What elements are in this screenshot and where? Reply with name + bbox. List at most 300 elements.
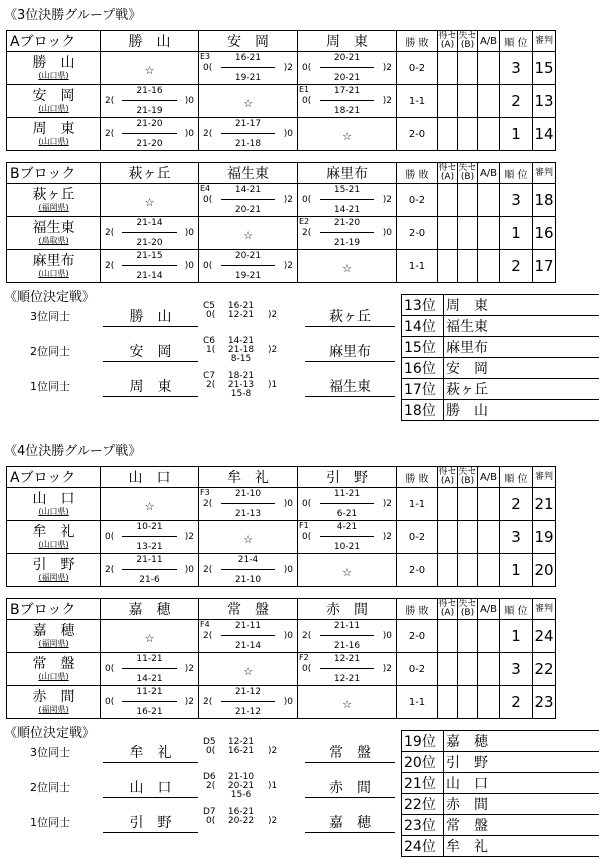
win-loss: 0-2 [397, 653, 438, 686]
final-team: 山 口 [444, 773, 599, 794]
referee-number: 20 [533, 554, 556, 587]
sets-lost [458, 184, 478, 217]
sets-left: 2( [105, 565, 115, 575]
final-ranking-row [402, 773, 599, 794]
column-team-name: 赤 間 [298, 599, 397, 620]
match-cell [199, 118, 298, 151]
placement-title: 《順位決定戦》 [4, 290, 96, 305]
team-prefecture: (山口県) [38, 507, 69, 516]
game-score-2: 21-16 [333, 641, 361, 651]
placement-game-score: 16-21 [227, 746, 255, 756]
header-rank: 順 位 [500, 467, 533, 488]
sets-won [438, 488, 458, 521]
final-team: 赤 間 [444, 794, 599, 815]
game-score-1: 21-12 [234, 687, 262, 697]
game-score-1: 21-15 [136, 251, 163, 261]
sets-right: )0 [184, 228, 194, 238]
match-cell [199, 686, 298, 719]
win-loss: 2-0 [397, 554, 438, 587]
sets-won [438, 85, 458, 118]
team-row [7, 521, 556, 554]
rank: 2 [500, 488, 533, 521]
placement-game-score: 18-21 [227, 371, 255, 381]
rank: 3 [500, 52, 533, 85]
rank: 1 [500, 217, 533, 250]
score-divider [221, 133, 276, 134]
team-prefecture: (福岡県) [38, 705, 69, 714]
final-ranking-row [402, 731, 599, 752]
final-ranking-row [402, 400, 599, 421]
placement-sets-left: 2( [206, 781, 216, 791]
sets-lost [458, 488, 478, 521]
final-position: 24位 [402, 836, 444, 857]
match-score [199, 554, 297, 586]
header-win-loss: 勝 敗 [397, 163, 438, 184]
match-score [199, 250, 297, 282]
team-row [7, 250, 556, 283]
final-position: 14位 [402, 316, 444, 337]
match-score [101, 653, 198, 685]
placement-left-team: 山 口 [103, 777, 198, 798]
win-loss: 1-1 [397, 488, 438, 521]
match-score [298, 620, 396, 652]
final-position: 15位 [402, 337, 444, 358]
match-cell [101, 521, 199, 554]
placement-games [218, 372, 264, 399]
sets-lost [458, 653, 478, 686]
referee-number: 19 [533, 521, 556, 554]
placement-right-team: 赤 間 [305, 777, 395, 798]
team-name: 勝 山 [32, 55, 75, 71]
match-cell [298, 118, 397, 151]
match-cell [199, 554, 298, 587]
sets-right: )0 [184, 565, 194, 575]
match-score [298, 488, 396, 520]
placement-right-team: 萩ヶ丘 [305, 306, 395, 327]
match-code: F2 [299, 653, 309, 662]
match-score [101, 85, 198, 117]
match-cell [101, 184, 199, 217]
match-cell [101, 620, 199, 653]
game-score-1: 15-21 [333, 185, 361, 195]
sets-right: )0 [382, 228, 392, 238]
header-sets-won: 得セ (A) [438, 163, 457, 182]
header-referee: 審判 [533, 163, 556, 184]
score-divider [221, 701, 276, 702]
team-cell [7, 686, 101, 719]
team-cell [7, 488, 101, 521]
match-score [199, 488, 297, 520]
sets-right: )2 [283, 63, 293, 73]
placement-games [218, 773, 264, 800]
ratio [478, 118, 500, 151]
final-team: 周 東 [444, 295, 599, 316]
sets-right: )2 [382, 195, 392, 205]
score-divider [320, 232, 375, 233]
win-loss: 1-1 [397, 250, 438, 283]
sets-right: )2 [184, 697, 194, 707]
match-score [199, 184, 297, 216]
sets-right: )0 [283, 129, 293, 139]
block-name: Aブロック [7, 31, 101, 52]
placement-right-team: 福生東 [305, 376, 395, 397]
match-code: F3 [200, 488, 210, 497]
placement-label: 3位同士 [30, 746, 70, 759]
placement-left-team: 牟 礼 [103, 742, 198, 763]
match-cell [199, 620, 298, 653]
sets-right: )2 [184, 664, 194, 674]
final-position: 23位 [402, 815, 444, 836]
match-code: E1 [299, 85, 310, 94]
score-divider [320, 635, 375, 636]
placement-game-score: 8-15 [230, 354, 252, 364]
final-team: 嘉 穂 [444, 731, 599, 752]
team-cell [7, 52, 101, 85]
placement-games [218, 738, 264, 756]
sets-right: )0 [184, 96, 194, 106]
match-code: E2 [299, 217, 310, 226]
block-name: Aブロック [7, 467, 101, 488]
score-divider [320, 67, 375, 68]
placement-game-score: 15-8 [230, 389, 252, 399]
sets-left: 2( [203, 499, 213, 509]
team-prefecture: (福岡県) [38, 573, 69, 582]
score-divider [122, 569, 176, 570]
team-row [7, 488, 556, 521]
match-cell [298, 554, 397, 587]
sets-right: )2 [382, 63, 392, 73]
game-score-2: 19-21 [234, 73, 262, 83]
placement-match-code: C5 [203, 301, 216, 311]
placement-sets-left: 0( [206, 816, 216, 826]
team-prefecture: (福岡県) [38, 203, 69, 212]
game-score-1: 11-21 [136, 654, 163, 664]
final-position: 17位 [402, 379, 444, 400]
final-ranking-row [402, 379, 599, 400]
match-cell [101, 488, 199, 521]
sets-won [438, 521, 458, 554]
game-score-2: 13-21 [136, 542, 163, 552]
game-score-1: 14-21 [234, 185, 262, 195]
team-prefecture: (山口県) [38, 540, 69, 549]
game-score-1: 21-16 [136, 86, 163, 96]
match-cell [298, 620, 397, 653]
win-loss: 0-2 [397, 184, 438, 217]
game-score-2: 21-14 [234, 641, 262, 651]
sets-left: 0( [105, 664, 115, 674]
game-score-1: 10-21 [136, 522, 163, 532]
referee-number: 22 [533, 653, 556, 686]
sets-lost [458, 85, 478, 118]
game-score-2: 21-18 [234, 139, 262, 149]
sets-right: )2 [382, 499, 392, 509]
sets-lost [458, 118, 478, 151]
group-header-row [7, 599, 556, 620]
placement-sets-right: )2 [268, 746, 278, 756]
group-table [6, 466, 556, 587]
team-row [7, 184, 556, 217]
final-ranking-table [401, 730, 599, 857]
final-position: 22位 [402, 794, 444, 815]
game-score-2: 20-21 [234, 205, 262, 215]
placement-sets-left: 0( [206, 746, 216, 756]
score-divider [221, 569, 276, 570]
placement-sets-right: )2 [268, 310, 278, 320]
referee-number: 21 [533, 488, 556, 521]
score-divider [221, 67, 276, 68]
sets-left: 2( [105, 96, 115, 106]
ratio [478, 85, 500, 118]
team-name: 牟 礼 [32, 524, 75, 540]
game-score-1: 4-21 [336, 522, 358, 532]
header-sets-won: 得セ (A) [438, 31, 457, 50]
match-cell [199, 250, 298, 283]
sets-left: 2( [203, 129, 213, 139]
game-score-2: 14-21 [333, 205, 361, 215]
team-prefecture: (山口県) [38, 104, 69, 113]
match-score [199, 620, 297, 652]
header-ratio: A/B [478, 599, 500, 620]
match-cell [199, 52, 298, 85]
win-loss: 0-2 [397, 52, 438, 85]
sets-left: 0( [302, 195, 312, 205]
team-name: 赤 間 [32, 689, 75, 705]
sets-left: 2( [105, 129, 115, 139]
placement-game-score: 21-13 [227, 380, 255, 390]
team-row [7, 52, 556, 85]
match-cell [101, 217, 199, 250]
team-name: 萩ヶ丘 [32, 187, 75, 203]
self-match-star: ☆ [342, 697, 352, 711]
game-score-2: 14-21 [136, 674, 163, 684]
self-match-star: ☆ [342, 261, 352, 275]
sets-left: 2( [105, 228, 115, 238]
final-position: 13位 [402, 295, 444, 316]
column-team-name: 安 岡 [199, 31, 298, 52]
team-name: 嘉 穂 [32, 623, 75, 639]
placement-match-code: C6 [203, 336, 216, 346]
match-score [199, 686, 297, 718]
rank: 1 [500, 118, 533, 151]
rank: 3 [500, 521, 533, 554]
score-divider [122, 668, 176, 669]
team-name: 周 東 [32, 121, 75, 137]
placement-label: 2位同士 [30, 781, 70, 794]
sets-right: )0 [184, 261, 194, 271]
placement-right-team: 常 盤 [305, 742, 395, 763]
team-row [7, 217, 556, 250]
ratio [478, 250, 500, 283]
team-cell [7, 653, 101, 686]
sets-right: )0 [283, 565, 293, 575]
ratio [478, 620, 500, 653]
match-code: F4 [200, 620, 210, 629]
sets-left: 0( [302, 532, 312, 542]
game-score-2: 21-19 [136, 106, 163, 116]
placement-right-team: 麻里布 [305, 341, 395, 362]
final-team: 勝 山 [444, 400, 599, 421]
sets-left: 0( [105, 532, 115, 542]
score-divider [320, 536, 375, 537]
sets-right: )2 [283, 261, 293, 271]
ratio [478, 554, 500, 587]
match-cell [298, 488, 397, 521]
column-team-name: 麻里布 [298, 163, 397, 184]
placement-games [218, 337, 264, 364]
team-prefecture: (福岡県) [38, 639, 69, 648]
column-team-name: 勝 山 [101, 31, 199, 52]
final-ranking-row [402, 794, 599, 815]
match-code: E4 [200, 184, 211, 193]
final-ranking-row [402, 358, 599, 379]
match-score [101, 686, 198, 718]
self-match-star: ☆ [243, 532, 253, 546]
sets-right: )0 [382, 631, 392, 641]
team-name: 福生東 [32, 220, 75, 236]
sets-right: )2 [283, 195, 293, 205]
sets-won [438, 52, 458, 85]
score-divider [221, 199, 276, 200]
sets-won [438, 250, 458, 283]
sets-right: )0 [283, 697, 293, 707]
final-position: 19位 [402, 731, 444, 752]
score-divider [221, 503, 276, 504]
sets-lost [458, 554, 478, 587]
team-name: 安 岡 [32, 88, 75, 104]
game-score-1: 20-21 [333, 53, 361, 63]
referee-number: 16 [533, 217, 556, 250]
ratio [478, 217, 500, 250]
team-row [7, 85, 556, 118]
sets-won [438, 554, 458, 587]
header-ratio: A/B [478, 31, 500, 52]
column-team-name: 山 口 [101, 467, 199, 488]
team-prefecture: (山口県) [38, 137, 69, 146]
sets-won [438, 217, 458, 250]
win-loss: 0-2 [397, 521, 438, 554]
game-score-2: 21-20 [136, 139, 163, 149]
rank: 1 [500, 554, 533, 587]
game-score-2: 12-21 [333, 674, 361, 684]
placement-label: 3位同士 [30, 310, 70, 323]
placement-label: 1位同士 [30, 380, 70, 393]
column-team-name: 萩ヶ丘 [101, 163, 199, 184]
header-win-loss: 勝 敗 [397, 467, 438, 488]
placement-left-team: 安 岡 [103, 341, 198, 362]
header-referee: 審判 [533, 599, 556, 620]
rank: 2 [500, 686, 533, 719]
game-score-1: 21-11 [136, 555, 163, 565]
placement-match-code: C7 [203, 371, 216, 381]
group-table [6, 162, 556, 283]
self-match-star: ☆ [342, 129, 352, 143]
sets-left: 2( [203, 697, 213, 707]
ratio [478, 653, 500, 686]
placement-game-score: 20-22 [227, 816, 255, 826]
team-name: 麻里布 [32, 253, 75, 269]
column-team-name: 引 野 [298, 467, 397, 488]
team-cell [7, 521, 101, 554]
sets-left: 2( [302, 228, 312, 238]
sets-won [438, 653, 458, 686]
score-divider [221, 635, 276, 636]
score-divider [122, 133, 176, 134]
final-ranking-row [402, 752, 599, 773]
sets-lost [458, 52, 478, 85]
placement-left-team: 周 東 [103, 376, 198, 397]
referee-number: 24 [533, 620, 556, 653]
match-cell [298, 250, 397, 283]
self-match-star: ☆ [144, 631, 155, 645]
match-cell [199, 184, 298, 217]
final-ranking-row [402, 815, 599, 836]
final-team: 福生東 [444, 316, 599, 337]
placement-game-score: 15-6 [230, 790, 252, 800]
rank: 2 [500, 250, 533, 283]
team-cell [7, 250, 101, 283]
sets-left: 2( [105, 261, 115, 271]
column-team-name: 牟 礼 [199, 467, 298, 488]
final-team: 牟 礼 [444, 836, 599, 857]
win-loss: 2-0 [397, 620, 438, 653]
match-cell [101, 52, 199, 85]
placement-match-code: D5 [203, 737, 216, 747]
final-ranking-row [402, 337, 599, 358]
sets-left: 0( [203, 195, 213, 205]
match-score [199, 118, 297, 150]
group-header-row [7, 467, 556, 488]
team-cell [7, 118, 101, 151]
team-cell [7, 554, 101, 587]
placement-game-score: 21-18 [227, 345, 255, 355]
match-cell [298, 52, 397, 85]
header-win-loss: 勝 敗 [397, 31, 438, 52]
team-cell [7, 184, 101, 217]
game-score-2: 19-21 [234, 271, 262, 281]
sets-left: 0( [302, 664, 312, 674]
column-team-name: 常 盤 [199, 599, 298, 620]
placement-left-team: 勝 山 [103, 306, 198, 327]
self-match-star: ☆ [243, 96, 253, 110]
score-divider [122, 232, 176, 233]
match-score [101, 521, 198, 553]
placement-games [218, 302, 264, 320]
game-score-2: 6-21 [336, 509, 358, 519]
score-divider [320, 100, 375, 101]
game-score-2: 21-14 [136, 271, 163, 281]
team-row [7, 554, 556, 587]
game-score-2: 16-21 [136, 707, 163, 717]
placement-sets-right: )2 [268, 816, 278, 826]
team-cell [7, 85, 101, 118]
score-divider [320, 199, 375, 200]
referee-number: 13 [533, 85, 556, 118]
placement-sets-right: )2 [268, 345, 278, 355]
placement-label: 1位同士 [30, 816, 70, 829]
sets-right: )2 [382, 532, 392, 542]
placement-sets-left: 2( [206, 380, 216, 390]
group-header-row [7, 163, 556, 184]
placement-game-score: 16-21 [227, 807, 255, 817]
sets-right: )0 [184, 129, 194, 139]
ratio [478, 521, 500, 554]
section-title: 《3位決勝グループ戦》 [4, 8, 142, 23]
final-position: 16位 [402, 358, 444, 379]
game-score-1: 21-10 [234, 489, 262, 499]
sets-left: 0( [302, 96, 312, 106]
match-score [101, 217, 198, 249]
score-divider [122, 100, 176, 101]
